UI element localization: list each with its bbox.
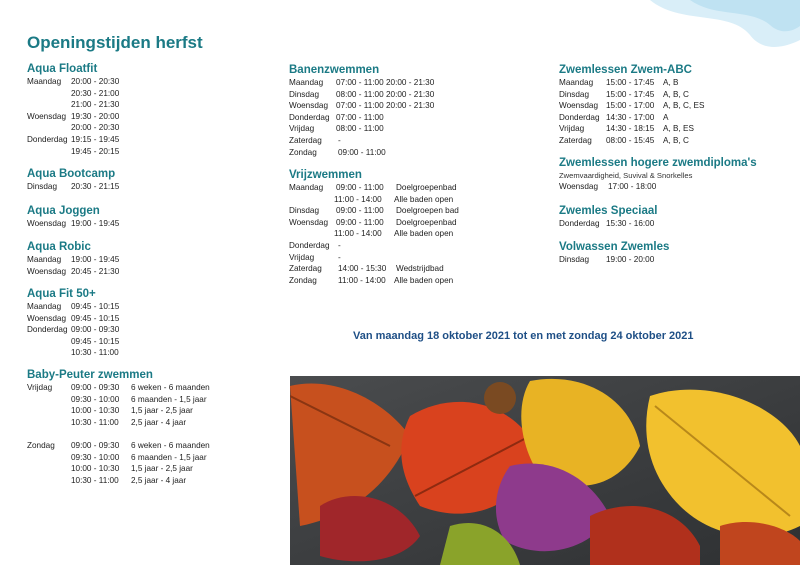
schedule-row: Donderdag 09:00 - 09:30	[27, 325, 120, 335]
autumn-leaves-illustration	[290, 376, 800, 565]
schedule-row: Woensdag 17:00 - 18:00	[559, 182, 657, 191]
section-title: Baby-Peuter zwemmen	[27, 369, 153, 381]
schedule-row: Dinsdag 20:30 - 21:15	[27, 182, 120, 191]
section-volwassen-zwemles	[559, 241, 800, 266]
schedule-row: Woensdag 09:45 - 10:15	[27, 313, 120, 323]
spacer-row	[27, 428, 292, 440]
schedule-row: 09:30 - 10:00 6 maanden - 1,5 jaar	[71, 394, 207, 404]
section-aqua-fit-50	[27, 288, 292, 359]
schedule-row: Dinsdag 19:00 - 20:00	[559, 255, 655, 264]
section-zwemlessen-hogere-zwemdiplomas	[559, 157, 799, 193]
schedule-row: 09:30 - 10:00 6 maanden - 1,5 jaar	[71, 452, 207, 462]
schedule-row: Dinsdag 15:00 - 17:45 A, B, C	[559, 89, 689, 99]
schedule-row: Woensdag 19:00 - 19:45	[27, 219, 120, 228]
schedule-row: Zaterdag 14:00 - 15:30 Wedstrijdbad	[289, 264, 444, 274]
schedule-row: Vrijdag -	[289, 252, 341, 262]
section-title: Aqua Robic	[27, 241, 91, 253]
section-title: Banenzwemmen	[289, 64, 380, 76]
schedule-row: 09:45 - 10:15	[71, 336, 120, 346]
section-title: Volwassen Zwemles	[559, 241, 670, 253]
section-vrijzwemmen	[289, 169, 554, 286]
wave-decoration	[620, 0, 800, 60]
schedule-row: Zaterdag 08:00 - 15:45 A, B, C	[559, 135, 689, 145]
schedule-row: Donderdag -	[289, 240, 341, 250]
schedule-row: 11:00 - 14:00 Alle baden open	[334, 229, 454, 239]
section-title: Vrijzwemmen	[289, 169, 362, 181]
section-aqua-robic	[27, 241, 292, 277]
section-title: Aqua Floatfit	[27, 63, 98, 75]
section-title: Zwemles Speciaal	[559, 205, 658, 217]
schedule-row: 11:00 - 14:00 Alle baden open	[334, 194, 454, 204]
schedule-row: 10:00 - 10:30 1,5 jaar - 2,5 jaar	[71, 464, 193, 474]
section-title: Zwemlessen hogere zwemdiploma's	[559, 157, 757, 169]
section-zwemlessen-zwem-abc	[559, 64, 800, 147]
autumn-leaves-photo	[290, 376, 800, 565]
schedule-row: 21:00 - 21:30	[71, 100, 120, 110]
schedule-row: Maandag 07:00 - 11:00 20:00 - 21:30	[289, 78, 435, 87]
schedule-row: Woensdag 07:00 - 11:00 20:00 - 21:30	[289, 101, 435, 111]
schedule-row: Vrijdag 09:00 - 09:30 6 weken - 6 maanden	[27, 383, 210, 392]
schedule-row: Vrijdag 08:00 - 11:00	[289, 124, 384, 134]
section-title: Aqua Joggen	[27, 205, 100, 217]
schedule-row: Maandag 09:45 - 10:15	[27, 302, 120, 311]
date-range-banner: Van maandag 18 oktober 2021 tot en met zondag 24 oktober 2021	[353, 330, 694, 342]
section-zwemles-speciaal	[559, 205, 800, 230]
section-banenzwemmen	[289, 64, 554, 158]
schedule-row: Dinsdag 08:00 - 11:00 20:00 - 21:30	[289, 89, 435, 99]
section-baby-peuter-zwemmen	[27, 369, 292, 486]
schedule-row: 20:00 - 20:30	[71, 123, 120, 133]
schedule-row: Donderdag 07:00 - 11:00	[289, 112, 384, 122]
schedule-row: Zaterdag -	[289, 135, 341, 145]
schedule-row: 10:30 - 11:00 2,5 jaar - 4 jaar	[71, 475, 187, 485]
section-title: Aqua Fit 50+	[27, 288, 96, 300]
schedule-row: Maandag 20:00 - 20:30	[27, 77, 120, 86]
section-title: Zwemlessen Zwem-ABC	[559, 64, 692, 76]
schedule-row: 20:30 - 21:00	[71, 88, 120, 98]
schedule-row: Woensdag 15:00 - 17:00 A, B, C, ES	[559, 101, 705, 111]
schedule-row: 10:30 - 11:00	[71, 348, 119, 358]
schedule-row: Woensdag 19:30 - 20:00	[27, 111, 120, 121]
schedule-row: Woensdag 20:45 - 21:30	[27, 266, 120, 276]
schedule-row: Donderdag 15:30 - 16:00	[559, 219, 655, 228]
schedule-row: Zondag 09:00 - 09:30 6 weken - 6 maanden	[27, 440, 210, 450]
page-title: Openingstijden herfst	[27, 33, 203, 52]
schedule-row: Donderdag 19:15 - 19:45	[27, 134, 120, 144]
schedule-row: Maandag 19:00 - 19:45	[27, 255, 120, 264]
section-subtitle: Zwemvaardigheid, Suvival & Snorkelles	[559, 171, 693, 180]
section-aqua-joggen	[27, 205, 292, 230]
schedule-row: 10:00 - 10:30 1,5 jaar - 2,5 jaar	[71, 406, 193, 416]
schedule-row: Vrijdag 14:30 - 18:15 A, B, ES	[559, 124, 694, 134]
schedule-row: Zondag 09:00 - 11:00	[289, 147, 386, 157]
schedule-row: Woensdag 09:00 - 11:00 Doelgroepenbad	[289, 217, 457, 227]
section-aqua-floatfit	[27, 63, 292, 157]
section-aqua-bootcamp	[27, 168, 292, 193]
schedule-row: Maandag 09:00 - 11:00 Doelgroepenbad	[289, 183, 457, 192]
schedule-row: Zondag 11:00 - 14:00 Alle baden open	[289, 275, 454, 285]
section-title: Aqua Bootcamp	[27, 168, 116, 180]
schedule-row: Donderdag 14:30 - 17:00 A	[559, 112, 669, 122]
schedule-row: 19:45 - 20:15	[71, 146, 120, 156]
schedule-row: 10:30 - 11:00 2,5 jaar - 4 jaar	[71, 417, 187, 427]
schedule-row: Dinsdag 09:00 - 11:00 Doelgroepen bad	[289, 206, 459, 216]
schedule-row: Maandag 15:00 - 17:45 A, B	[559, 78, 679, 87]
